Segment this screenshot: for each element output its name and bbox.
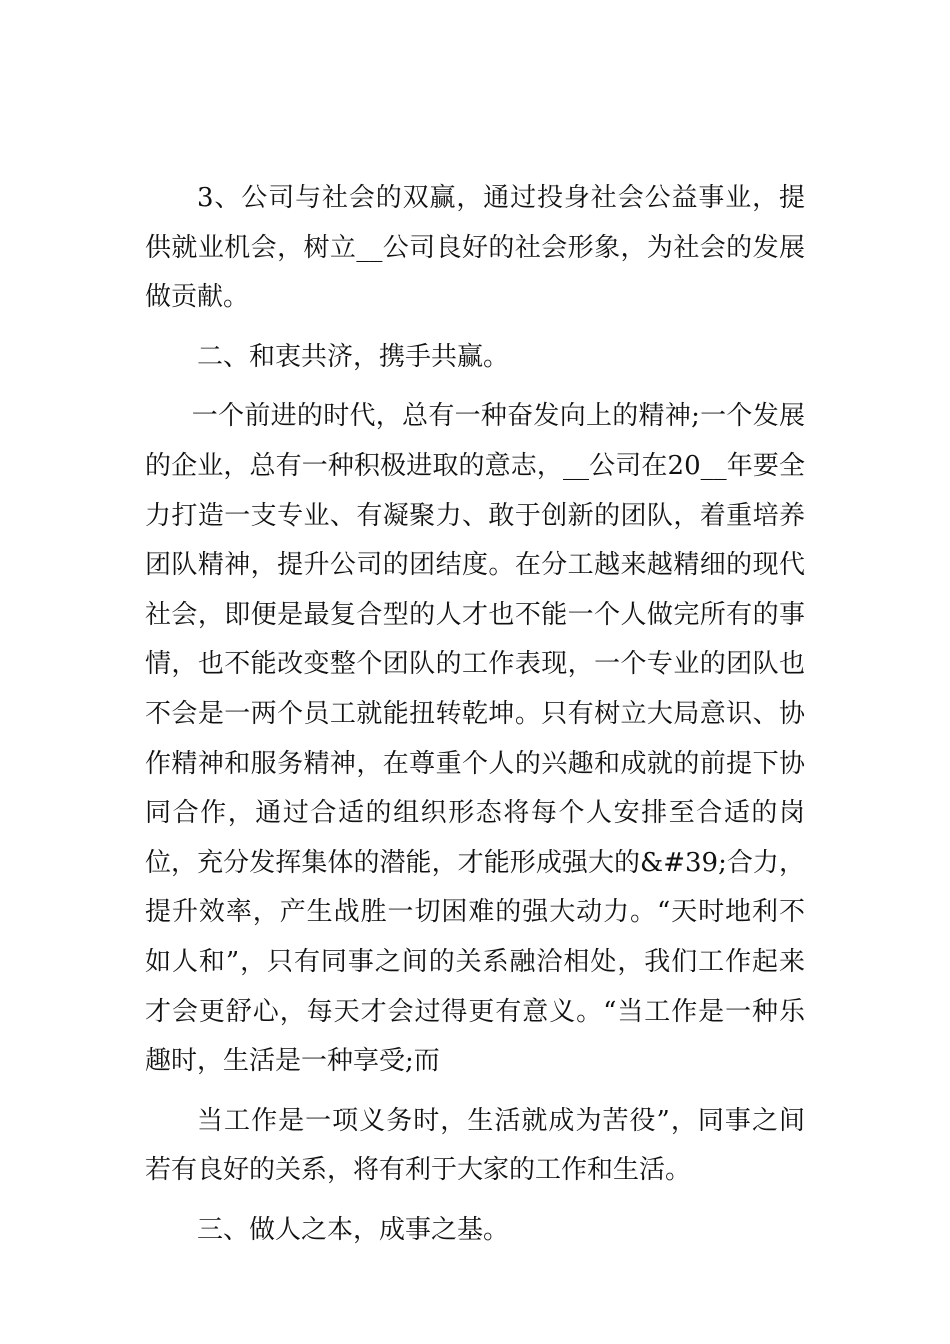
paragraph-team-spirit: 一个前进的时代，总有一种奋发向上的精神;一个发展的企业，总有一种积极进取的意志，__公司在20__年要全力打造一支专业、有凝聚力、敢于创新的团队，着重培养团队精神，提升公司的团结度。在分工越来越精细的现代社会，即便是最复合型的人才也不能一个人做完所有的事情，也不能改变整个团队的工作表现，一个专业的团队也不会是一两个员工就能扭转乾坤。只有树立大局意识、协作精神和服务精神，在尊重个人的兴趣和成就的前提下协同合作，通过合适的组织形态将每个人安排至合适的岗位，充分发挥集体的潜能，才能形成强大的&#39;合力，提升效率，产生战胜一切困难的强大动力。“天时地利不如人和”，只有同事之间的关系融洽相处，我们工作起来才会更舒心，每天才会过得更有意义。“当工作是一种乐趣时，生活是一种享受;而 (145, 401, 805, 1077)
section-heading-three: 三、做人之本，成事之基。 (197, 1214, 510, 1245)
document-body (145, 174, 805, 1255)
paragraph-colleague-relations: 当工作是一项义务时，生活就成为苦役”，同事之间若有良好的关系，将有利于大家的工作和生活。 (145, 1105, 805, 1186)
paragraph-win-win: 3、公司与社会的双赢，通过投身社会公益事业，提供就业机会，树立__公司良好的社会形象，为社会的发展做贡献。 (145, 183, 805, 313)
section-heading-two: 二、和衷共济，携手共赢。 (197, 341, 510, 372)
